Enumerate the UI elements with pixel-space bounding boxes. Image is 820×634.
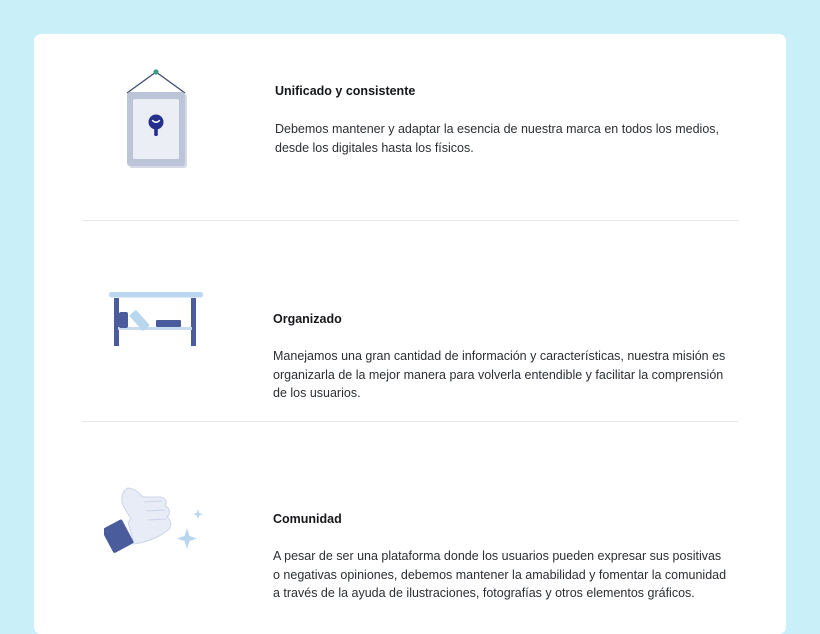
- value-title: Unificado y consistente: [275, 84, 416, 98]
- bookshelf-icon: [108, 291, 206, 347]
- value-description: Debemos mantener y adaptar la esencia de nuestra marca en todos los medios, desde los digitales hasta los físicos.: [275, 122, 719, 155]
- value-section-organized: [34, 221, 786, 421]
- value-description: A pesar de ser una plataforma donde los usuarios pueden expresar sus positivas o negativas opiniones, debemos mantener la amabilidad y fomentar la comunidad a través de la ayuda de ilustraciones, fotografías y otros elementos gráficos.: [273, 549, 727, 600]
- value-section-community: [34, 422, 786, 634]
- values-card: [34, 34, 786, 634]
- value-section-unified: [34, 34, 786, 220]
- thumbs-up-sparkle-icon: [104, 482, 212, 562]
- hanging-frame-keyhole-icon: [124, 68, 190, 170]
- value-description: Manejamos una gran cantidad de información y características, nuestra misión es organizarla de la mejor manera para volverla entendible y facilitar la comprensión de los usuarios.: [273, 349, 726, 400]
- value-title: Comunidad: [273, 512, 342, 526]
- value-title: Organizado: [273, 312, 342, 326]
